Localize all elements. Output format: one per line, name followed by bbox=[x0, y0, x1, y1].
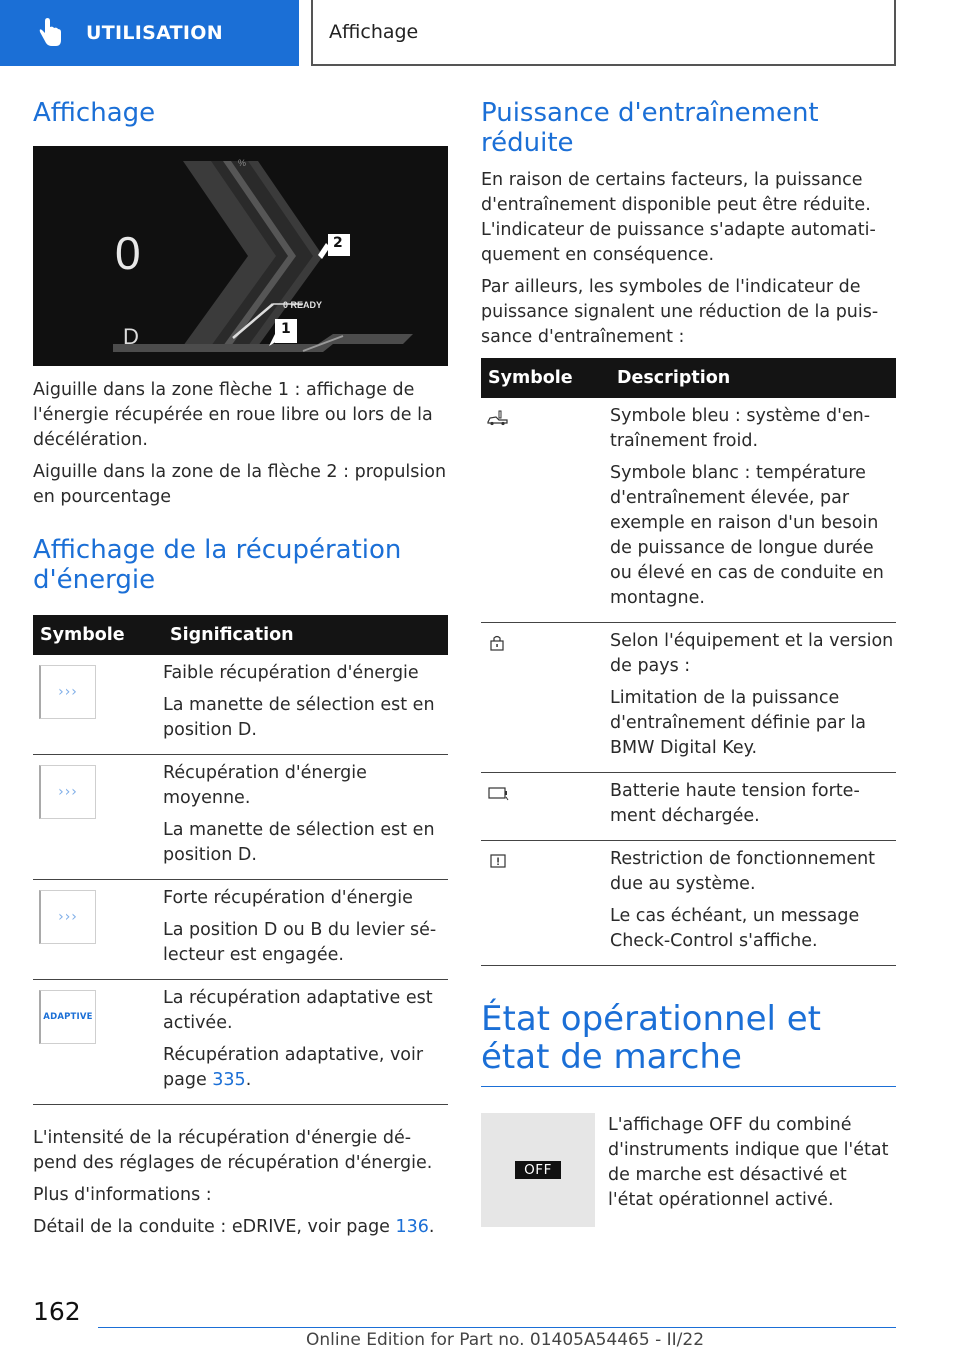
callout-arrow-2 bbox=[316, 231, 352, 261]
table-row bbox=[481, 841, 896, 966]
high-recuperation-icon: ››› bbox=[39, 890, 96, 944]
table-row bbox=[481, 398, 896, 623]
table-row bbox=[33, 755, 448, 880]
heading-puissance: Puissance d'entraînement réduite bbox=[481, 98, 819, 158]
row-text: Limitation de la puissance d'entraînement définie par la BMW Digital Key. bbox=[610, 688, 866, 758]
callout-2-label: 2 bbox=[333, 235, 343, 251]
table-header-symbole: Symbole bbox=[33, 615, 163, 655]
row-text: La manette de sélection est en position D. bbox=[163, 820, 435, 865]
row-text: Le cas échéant, un message Check-Control s'affiche. bbox=[610, 906, 860, 951]
row-text: Symbole bleu : système d'entraînement froid. bbox=[610, 406, 871, 451]
percent-readout: % bbox=[238, 158, 247, 168]
lock-key-icon bbox=[487, 635, 509, 651]
row-text: Selon l'équipement et la version de pays : bbox=[610, 631, 894, 676]
table-row bbox=[481, 773, 896, 841]
after-table-para-3: Détail de la conduite : eDRIVE, voir page 136. bbox=[33, 1217, 435, 1237]
table-header-description: Description bbox=[610, 358, 896, 398]
section-divider bbox=[481, 1086, 896, 1087]
right-column bbox=[481, 98, 896, 1227]
off-section bbox=[481, 1113, 896, 1227]
footer-edition: Online Edition for Part no. 01405A54465 - II/22 bbox=[306, 1330, 705, 1350]
puissance-table bbox=[481, 358, 896, 966]
page-number: 162 bbox=[33, 1297, 81, 1326]
off-badge: OFF bbox=[515, 1161, 561, 1179]
ready-readout: 0 READY bbox=[283, 300, 323, 310]
dashboard-para-1: Aiguille dans la zone flèche 1 : affichage de l'énergie récupérée en roue libre ou lors de la décélération. bbox=[33, 380, 433, 450]
row-text: Batterie haute tension fortement déchargée. bbox=[610, 781, 860, 826]
callout-arrow-1 bbox=[267, 316, 303, 348]
off-display-image bbox=[481, 1113, 595, 1227]
off-description: L'affichage OFF du combiné d'instruments indique que l'état de marche est désactivé et l'état opérationnel activé. bbox=[608, 1115, 889, 1210]
header-section-tab bbox=[0, 0, 299, 66]
footer-divider bbox=[98, 1327, 896, 1328]
table-header-symbole: Symbole bbox=[481, 358, 610, 398]
heading-affichage: Affichage bbox=[33, 98, 156, 128]
header-title-box bbox=[311, 0, 896, 66]
puissance-para-2: Par ailleurs, les symboles de l'indicateur de puissance signalent une réduction de la puissance d'entraînement : bbox=[481, 277, 879, 347]
row-text: Récupération adaptative, voir page 335. bbox=[163, 1045, 424, 1090]
warning-box-icon bbox=[487, 853, 509, 869]
table-row bbox=[481, 623, 896, 773]
table-row bbox=[33, 880, 448, 980]
adaptive-recuperation-icon: ADAPTIVE bbox=[39, 990, 96, 1044]
recuperation-table bbox=[33, 615, 448, 1105]
page-link-335[interactable]: 335 bbox=[212, 1070, 246, 1090]
after-table-para-2: Plus d'informations : bbox=[33, 1185, 212, 1205]
callout-1-label: 1 bbox=[281, 321, 291, 337]
low-recuperation-icon: ››› bbox=[39, 665, 96, 719]
puissance-para-1: En raison de certains facteurs, la puissance d'entraînement disponible peut être réduite. L'indicateur de puissance s'adapte automatiquement en conséquence. bbox=[481, 170, 876, 265]
dashboard-para-2: Aiguille dans la zone de la flèche 2 : propulsion en pourcentage bbox=[33, 462, 447, 507]
row-text: La récupération adaptative est activée. bbox=[163, 988, 433, 1033]
hand-pointer-icon bbox=[36, 18, 64, 48]
page-link-136[interactable]: 136 bbox=[395, 1217, 429, 1237]
table-row bbox=[33, 980, 448, 1105]
row-text: Forte récupération d'énergie bbox=[163, 888, 413, 908]
row-text: Faible récupération d'énergie bbox=[163, 663, 419, 683]
row-text: Récupération d'énergie moyenne. bbox=[163, 763, 367, 808]
gear-readout: D bbox=[123, 324, 139, 349]
speed-readout: 0 bbox=[115, 227, 141, 279]
heading-etat-operationnel: État opérationnel et état de marche bbox=[481, 999, 821, 1077]
after-table-para-1: L'intensité de la récupération d'énergie dépend des réglages de récupération d'énergie. bbox=[33, 1128, 433, 1173]
battery-low-icon bbox=[487, 785, 509, 801]
dashboard-image bbox=[33, 146, 448, 366]
left-column bbox=[33, 98, 448, 1240]
row-text: Symbole blanc : température d'entraînement élevée, par exemple en raison d'un besoin de puissance de longue durée ou élevé en cas de conduite en montagne. bbox=[610, 463, 884, 608]
table-header-signification: Signification bbox=[163, 615, 448, 655]
car-thermometer-icon bbox=[487, 410, 509, 426]
table-row bbox=[33, 655, 448, 755]
row-text: Restriction de fonctionnement due au système. bbox=[610, 849, 876, 894]
heading-recuperation: Affichage de la récupération d'énergie bbox=[33, 535, 402, 595]
dashboard-graphic bbox=[33, 146, 448, 366]
header-title: Affichage bbox=[329, 21, 419, 43]
section-label: UTILISATION bbox=[86, 22, 223, 44]
row-text: La position D ou B du levier sélecteur est engagée. bbox=[163, 920, 437, 965]
row-text: La manette de sélection est en position D. bbox=[163, 695, 435, 740]
medium-recuperation-icon: ››› bbox=[39, 765, 96, 819]
